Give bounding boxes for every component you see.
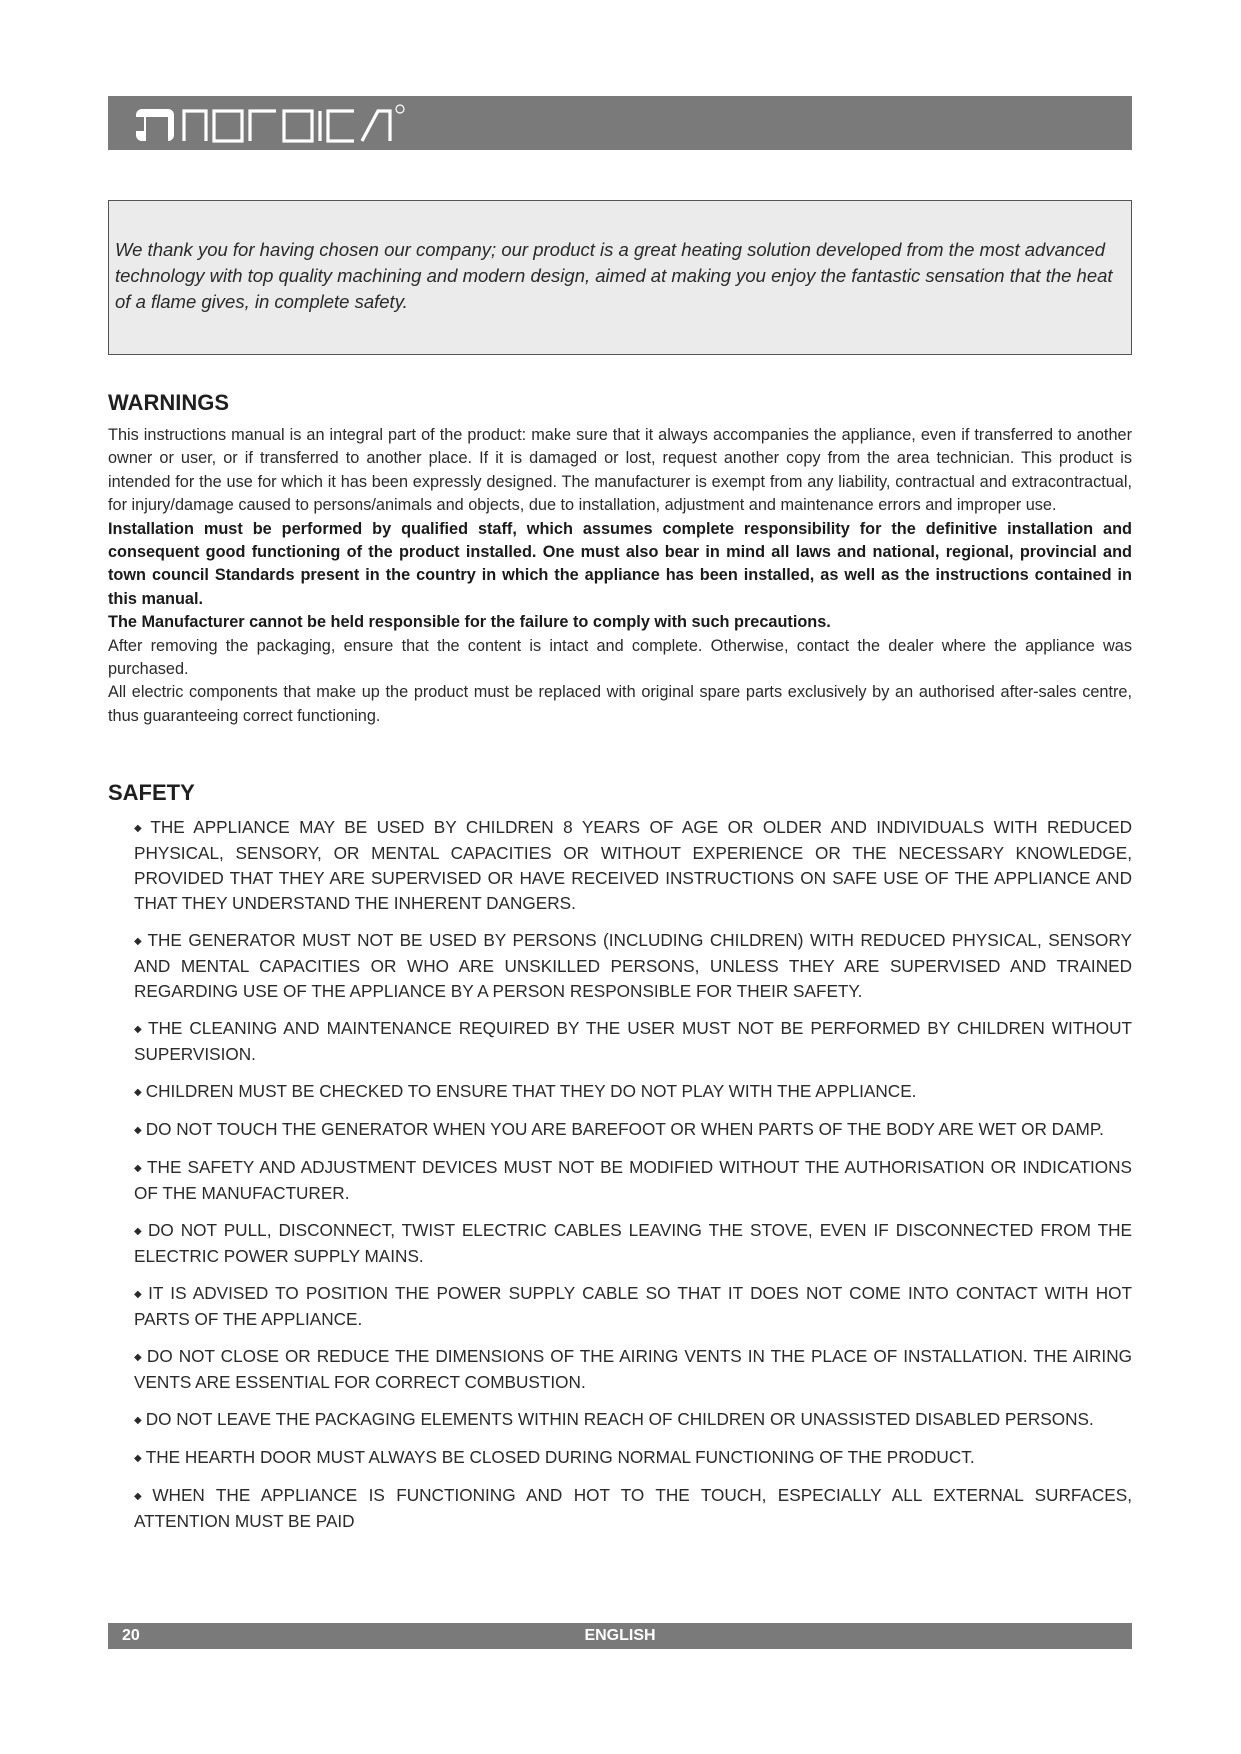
diamond-bullet-icon: ◆ bbox=[134, 1125, 142, 1136]
safety-item bbox=[134, 1016, 1132, 1067]
safety-item-text: DO NOT CLOSE OR REDUCE THE DIMENSIONS OF THE AIRING VENTS IN THE PLACE OF INSTALLATION. THE AIRING VENTS ARE ESSENTIAL FOR CORRECT COMBUSTION. bbox=[134, 1346, 1132, 1392]
safety-item bbox=[134, 1218, 1132, 1269]
diamond-bullet-icon: ◆ bbox=[134, 1352, 143, 1363]
diamond-bullet-icon: ◆ bbox=[134, 1491, 149, 1502]
safety-item bbox=[134, 815, 1132, 916]
diamond-bullet-icon: ◆ bbox=[134, 1453, 142, 1464]
header-bar bbox=[108, 96, 1132, 150]
safety-list bbox=[134, 815, 1132, 1546]
safety-item bbox=[134, 1117, 1132, 1143]
warnings-paragraph: After removing the packaging, ensure that the content is intact and complete. Otherwise, contact the dealer where the appliance was purchased. bbox=[108, 636, 1132, 679]
warnings-paragraph: Installation must be performed by qualified staff, which assumes complete responsibility for the definitive installation and consequent good functioning of the product installed. One must also bear in mind all laws and national, regional, provincial and town council Standards present in the country in which the appliance has been installed, as well as the instructions contained in this manual. bbox=[108, 519, 1132, 608]
safety-title: SAFETY bbox=[108, 780, 195, 805]
safety-item bbox=[134, 1281, 1132, 1332]
safety-item bbox=[134, 1483, 1132, 1534]
safety-item-text: CHILDREN MUST BE CHECKED TO ENSURE THAT THEY DO NOT PLAY WITH THE APPLIANCE. bbox=[145, 1081, 917, 1101]
safety-item-text: WHEN THE APPLIANCE IS FUNCTIONING AND HOT TO THE TOUCH, ESPECIALLY ALL EXTERNAL SURFACES, ATTENTION MUST BE PAID bbox=[134, 1485, 1132, 1531]
footer-language: ENGLISH bbox=[584, 1627, 656, 1644]
intro-box bbox=[108, 200, 1132, 355]
footer-bar bbox=[108, 1623, 1132, 1649]
safety-item-text: IT IS ADVISED TO POSITION THE POWER SUPPLY CABLE SO THAT IT DOES NOT COME INTO CONTACT WITH HOT PARTS OF THE APPLIANCE. bbox=[134, 1283, 1132, 1329]
diamond-bullet-icon: ◆ bbox=[134, 1226, 144, 1237]
diamond-bullet-icon: ◆ bbox=[134, 936, 144, 947]
brand-logo bbox=[132, 101, 422, 145]
safety-item bbox=[134, 1155, 1132, 1206]
diamond-bullet-icon: ◆ bbox=[134, 1024, 144, 1035]
warnings-title: WARNINGS bbox=[108, 390, 229, 415]
safety-item bbox=[134, 1445, 1132, 1471]
warnings-paragraph: This instructions manual is an integral part of the product: make sure that it always accompanies the appliance, even if transferred to another owner or user, or if transferred to another place. If it is damaged or lost, request another copy from the area technician. This product is intended for the use for which it has been expressly designed. The manufacturer is exempt from any liability, contractual and extracontractual, for injury/damage caused to persons/animals and objects, due to installation, adjustment and maintenance errors and improper use. bbox=[108, 426, 1132, 515]
page-number: 20 bbox=[122, 1627, 140, 1644]
intro-text: We thank you for having chosen our company; our product is a great heating solution developed from the most advanced technology with top quality machining and modern design, aimed at making you enjoy the fantastic sensation that the heat of a flame gives, in complete safety. bbox=[115, 239, 1113, 312]
diamond-bullet-icon: ◆ bbox=[134, 1415, 142, 1426]
diamond-bullet-icon: ◆ bbox=[134, 1289, 145, 1300]
safety-item-text: THE CLEANING AND MAINTENANCE REQUIRED BY THE USER MUST NOT BE PERFORMED BY CHILDREN WITHOUT SUPERVISION. bbox=[134, 1018, 1132, 1064]
safety-item-text: DO NOT PULL, DISCONNECT, TWIST ELECTRIC CABLES LEAVING THE STOVE, EVEN IF DISCONNECTED FROM THE ELECTRIC POWER SUPPLY MAINS. bbox=[134, 1220, 1132, 1266]
warnings-paragraph: The Manufacturer cannot be held responsible for the failure to comply with such precautions. bbox=[108, 613, 831, 632]
diamond-bullet-icon: ◆ bbox=[134, 1163, 144, 1174]
warnings-body bbox=[108, 424, 1132, 728]
safety-item bbox=[134, 928, 1132, 1004]
diamond-bullet-icon: ◆ bbox=[134, 1087, 142, 1098]
safety-item-text: THE GENERATOR MUST NOT BE USED BY PERSONS (INCLUDING CHILDREN) WITH REDUCED PHYSICAL, SENSORY AND MENTAL CAPACITIES OR WHO ARE UNSKILLED PERSONS, UNLESS THEY ARE SUPERVISED AND TRAINED REGARDING USE OF THE APPLIANCE BY A PERSON RESPONSIBLE FOR THEIR SAFETY. bbox=[134, 930, 1132, 1001]
diamond-bullet-icon: ◆ bbox=[134, 823, 147, 834]
safety-item-text: THE HEARTH DOOR MUST ALWAYS BE CLOSED DURING NORMAL FUNCTIONING OF THE PRODUCT. bbox=[145, 1447, 975, 1467]
safety-item bbox=[134, 1079, 1132, 1105]
warnings-paragraph: All electric components that make up the product must be replaced with original spare parts exclusively by an authorised after-sales centre, thus guaranteeing correct functioning. bbox=[108, 683, 1132, 725]
safety-item bbox=[134, 1407, 1132, 1433]
safety-item-text: DO NOT TOUCH THE GENERATOR WHEN YOU ARE BAREFOOT OR WHEN PARTS OF THE BODY ARE WET OR DAMP. bbox=[145, 1119, 1104, 1139]
safety-item-text: THE APPLIANCE MAY BE USED BY CHILDREN 8 YEARS OF AGE OR OLDER AND INDIVIDUALS WITH REDUCED PHYSICAL, SENSORY, OR MENTAL CAPACITIES OR WITHOUT EXPERIENCE OR THE NECESSARY KNOWLEDGE, PROVIDED THAT THEY ARE SUPERVISED OR HAVE RECEIVED INSTRUCTIONS ON SAFE USE OF THE APPLIANCE AND THAT THEY UNDERSTAND THE INHERENT DANGERS. bbox=[134, 817, 1132, 913]
safety-item-text: DO NOT LEAVE THE PACKAGING ELEMENTS WITHIN REACH OF CHILDREN OR UNASSISTED DISABLED PERSONS. bbox=[145, 1409, 1094, 1429]
safety-item bbox=[134, 1344, 1132, 1395]
nordica-logo-icon bbox=[132, 101, 422, 145]
safety-item-text: THE SAFETY AND ADJUSTMENT DEVICES MUST NOT BE MODIFIED WITHOUT THE AUTHORISATION OR INDICATIONS OF THE MANUFACTURER. bbox=[134, 1157, 1132, 1203]
